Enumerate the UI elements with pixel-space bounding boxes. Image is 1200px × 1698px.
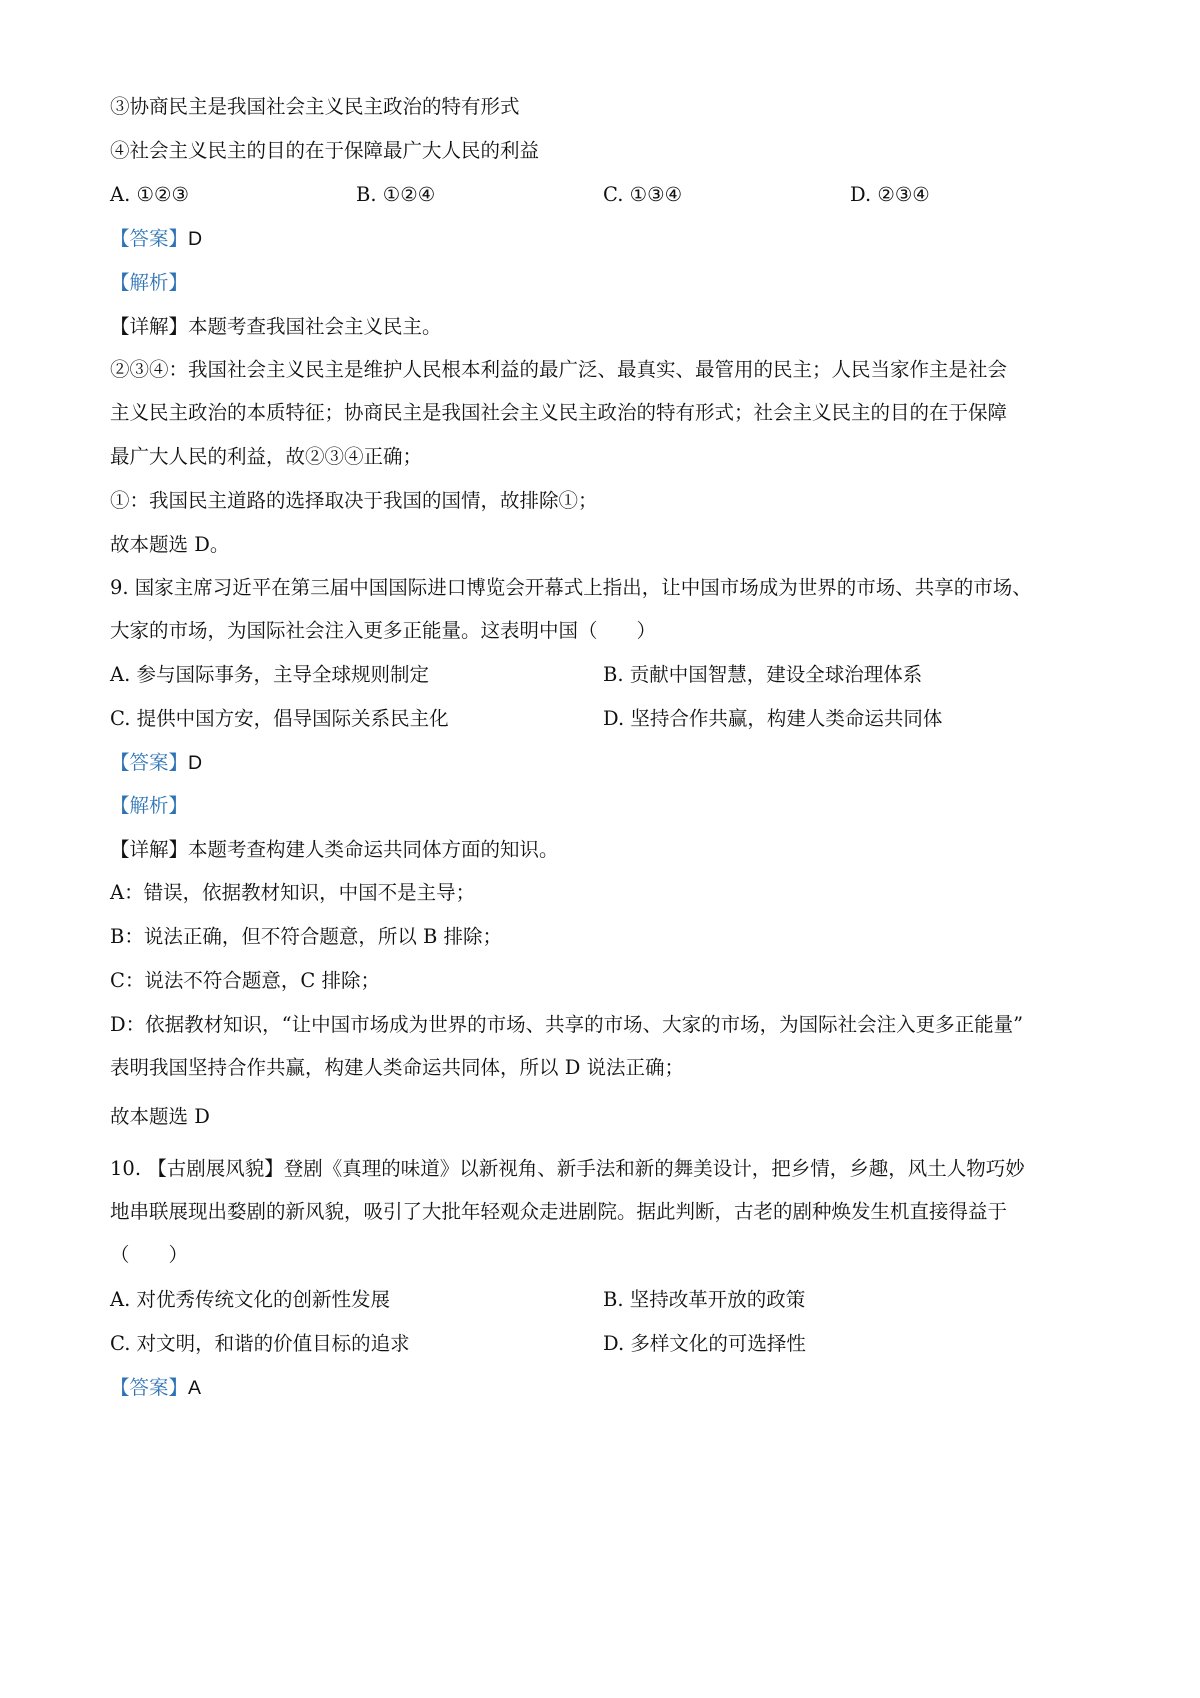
q8-analysis-tag: 【解析】 — [110, 271, 189, 294]
q10-option-c: C. 对文明，和谐的价值目标的追求 — [110, 1332, 410, 1355]
q9-explanation-a: A：错误，依据教材知识，中国不是主导； — [110, 881, 476, 904]
q9-option-b: B. 贡献中国智慧，建设全球治理体系 — [603, 663, 923, 686]
q8-statement-3: ③协商民主是我国社会主义民主政治的特有形式 — [110, 95, 520, 118]
q8-option-a: A. ①②③ — [110, 183, 189, 206]
q8-detail: 【详解】本题考查我国社会主义民主。 — [110, 315, 442, 338]
answer-value: D — [188, 752, 203, 774]
q9-detail: 【详解】本题考查构建人类命运共同体方面的知识。 — [110, 838, 559, 861]
q8-explanation-line-2: 主义民主政治的本质特征；协商民主是我国社会主义民主政治的特有形式；社会主义民主的目的在于保障 — [110, 401, 1008, 424]
q10-stem-line-2: 地串联展现出婺剧的新风貌，吸引了大批年轻观众走进剧院。据此判断，古老的剧种焕发生机直接得益于 — [110, 1200, 1008, 1223]
q8-explanation-line-1: ②③④：我国社会主义民主是维护人民根本利益的最广泛、最真实、最管用的民主；人民当家作主是社会 — [110, 358, 1008, 381]
q9-option-a: A. 参与国际事务，主导全球规则制定 — [110, 663, 429, 686]
answer-tag: 【答案】 — [110, 1376, 189, 1399]
q9-option-c: C. 提供中国方安，倡导国际关系民主化 — [110, 707, 449, 730]
q8-option-c: C. ①③④ — [603, 183, 683, 206]
answer-value: A — [188, 1377, 202, 1399]
q9-explanation-b: B：说法正确，但不符合题意，所以 B 排除； — [110, 925, 503, 948]
q9-analysis-tag: 【解析】 — [110, 794, 189, 817]
q8-option-d: D. ②③④ — [850, 183, 930, 206]
q8-explanation-line-3: 最广大人民的利益，故②③④正确； — [110, 445, 423, 468]
q9-explanation-c: C：说法不符合题意，C 排除； — [110, 969, 381, 992]
q8-conclusion: 故本题选 D。 — [110, 533, 230, 556]
answer-value: D — [188, 228, 203, 250]
answer-tag: 【答案】 — [110, 227, 189, 250]
q9-explanation-d-line-1: D：依据教材知识，“让中国市场成为世界的市场、共享的市场、大家的市场，为国际社会注入更多正能量” — [110, 1013, 1024, 1036]
q9-conclusion: 故本题选 D — [110, 1105, 210, 1128]
q8-option-b: B. ①②④ — [356, 183, 436, 206]
answer-tag: 【答案】 — [110, 751, 189, 774]
q9-explanation-d-line-2: 表明我国坚持合作共赢，构建人类命运共同体，所以 D 说法正确； — [110, 1056, 685, 1079]
q8-explanation-exclude: ①：我国民主道路的选择取决于我国的国情，故排除①； — [110, 489, 598, 512]
q9-stem-line-2: 大家的市场，为国际社会注入更多正能量。这表明中国（ ） — [110, 619, 657, 642]
q8-statement-4: ④社会主义民主的目的在于保障最广大人民的利益 — [110, 139, 540, 162]
q10-option-d: D. 多样文化的可选择性 — [603, 1332, 806, 1355]
q10-option-a: A. 对优秀传统文化的创新性发展 — [110, 1288, 390, 1311]
q10-stem-line-3: （ ） — [110, 1243, 189, 1266]
q9-stem-line-1: 9. 国家主席习近平在第三届中国国际进口博览会开幕式上指出，让中国市场成为世界的市场、共享的市场、 — [110, 576, 1032, 599]
q8-answer — [110, 225, 1090, 253]
q10-stem-line-1: 10. 【古剧展风貌】登剧《真理的味道》以新视角、新手法和新的舞美设计，把乡情，乡趣，风土人物巧妙 — [110, 1157, 1025, 1180]
q10-answer — [110, 1374, 1090, 1402]
q9-answer — [110, 749, 1090, 777]
q9-option-d: D. 坚持合作共赢，构建人类命运共同体 — [603, 707, 943, 730]
q10-option-b: B. 坚持改革开放的政策 — [603, 1288, 806, 1311]
